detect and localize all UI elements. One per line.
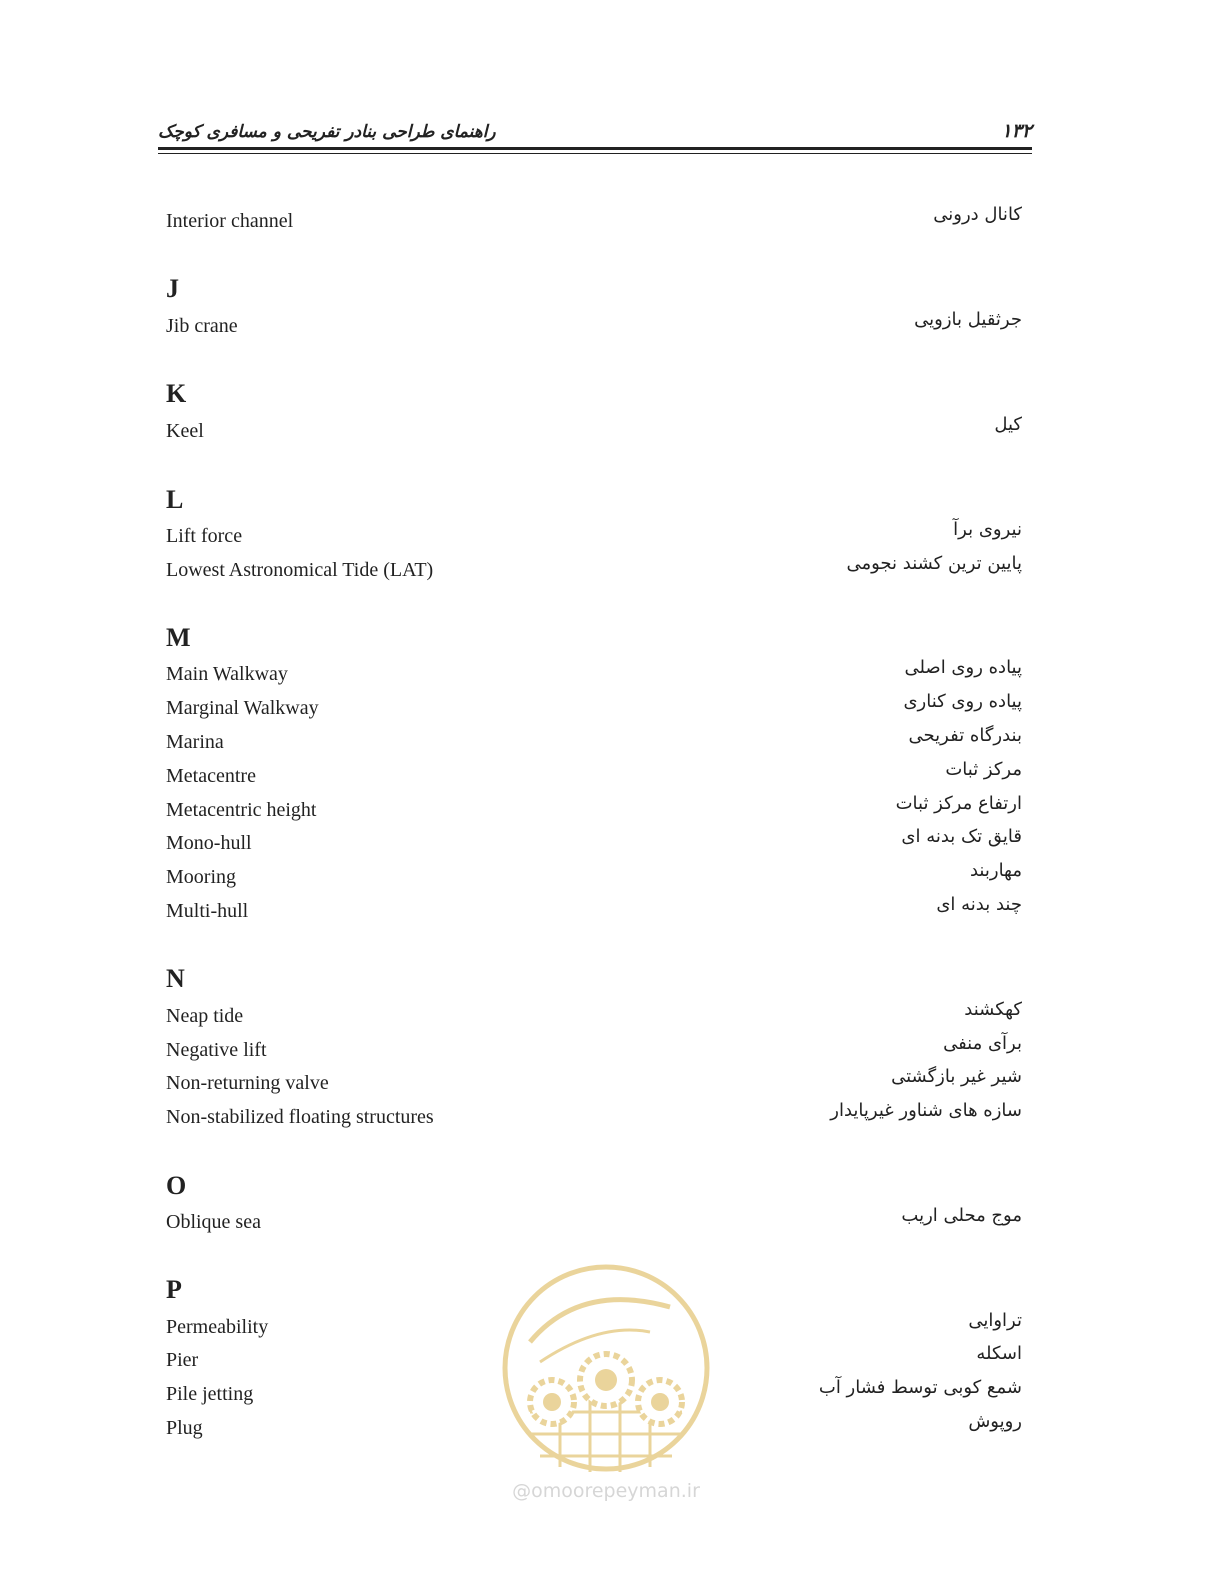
persian-term: شیر غیر بازگشتی xyxy=(891,1066,1022,1087)
persian-term: چند بدنه ای xyxy=(936,894,1022,915)
english-term: Pile jetting xyxy=(166,1383,254,1405)
english-term: Interior channel xyxy=(166,210,294,232)
glossary-entry xyxy=(166,725,1022,761)
persian-term: پیاده روی کناری xyxy=(903,691,1022,712)
glossary-entry xyxy=(166,999,1022,1035)
glossary-entry xyxy=(166,860,1022,896)
persian-term: کهکشند xyxy=(964,999,1022,1020)
english-term: Keel xyxy=(166,420,204,442)
watermark-logo-icon xyxy=(500,1262,712,1474)
glossary-entry xyxy=(166,691,1022,727)
persian-term: جرثقیل بازویی xyxy=(914,309,1022,330)
persian-term: کیل xyxy=(994,414,1022,435)
persian-term: برآی منفی xyxy=(943,1033,1022,1054)
english-term: Lowest Astronomical Tide (LAT) xyxy=(166,559,434,581)
english-term: Marginal Walkway xyxy=(166,697,319,719)
glossary-entry xyxy=(166,1066,1022,1102)
persian-term: مهاربند xyxy=(969,860,1022,881)
persian-term: موج محلی اریب xyxy=(901,1205,1022,1226)
watermark-site: @omoorepeyman.ir xyxy=(512,1480,700,1502)
glossary-entry xyxy=(166,1033,1022,1069)
section-letter: L xyxy=(166,485,184,514)
glossary-entry xyxy=(166,826,1022,862)
persian-term: پیاده روی اصلی xyxy=(904,657,1022,678)
persian-term: پایین ترین کشند نجومی xyxy=(846,553,1022,574)
english-term: Pier xyxy=(166,1349,199,1371)
persian-term: ارتفاع مرکز ثبات xyxy=(895,793,1022,814)
english-term: Permeability xyxy=(166,1316,269,1338)
english-term: Main Walkway xyxy=(166,663,288,685)
english-term: Oblique sea xyxy=(166,1211,261,1233)
glossary-entry xyxy=(166,894,1022,930)
glossary-entry xyxy=(166,793,1022,829)
english-term: Neap tide xyxy=(166,1005,244,1027)
glossary-entry xyxy=(166,309,1022,345)
english-term: Jib crane xyxy=(166,315,238,337)
glossary-entry xyxy=(166,759,1022,795)
glossary-entry xyxy=(166,519,1022,555)
english-term: Mono-hull xyxy=(166,832,252,854)
english-term: Non-stabilized floating structures xyxy=(166,1106,434,1128)
glossary-entry xyxy=(166,1100,1022,1136)
persian-term: اسکله xyxy=(976,1343,1022,1364)
section-letter: K xyxy=(166,379,187,408)
glossary-entry xyxy=(166,1205,1022,1241)
english-term: Metacentric height xyxy=(166,799,317,821)
persian-term: سازه های شناور غیرپایدار xyxy=(830,1100,1022,1121)
english-term: Marina xyxy=(166,731,224,753)
persian-term: قایق تک بدنه ای xyxy=(901,826,1022,847)
english-term: Mooring xyxy=(166,866,236,888)
english-term: Negative lift xyxy=(166,1039,267,1061)
persian-term: کانال درونی xyxy=(933,204,1022,225)
section-letter: M xyxy=(166,623,191,652)
section-letter: J xyxy=(166,274,179,303)
persian-term: شمع کوبی توسط فشار آب xyxy=(818,1377,1022,1398)
persian-term: مرکز ثبات xyxy=(945,759,1022,780)
section-letter: O xyxy=(166,1171,187,1200)
glossary-entry xyxy=(166,657,1022,693)
glossary-entry xyxy=(166,553,1022,589)
section-letter: N xyxy=(166,964,185,993)
persian-term: نیروی برآ xyxy=(953,519,1022,540)
book-title: راهنمای طراحی بنادر تفریحی و مسافری کوچک xyxy=(158,122,496,142)
persian-term: تراوایی xyxy=(968,1310,1022,1331)
page-number: ۱۳۲ xyxy=(1001,120,1032,142)
english-term: Multi-hull xyxy=(166,900,249,922)
english-term: Lift force xyxy=(166,525,243,547)
english-term: Plug xyxy=(166,1417,203,1439)
glossary-entry xyxy=(166,414,1022,450)
english-term: Metacentre xyxy=(166,765,256,787)
glossary-entry xyxy=(166,204,1022,240)
persian-term: روپوش xyxy=(968,1411,1022,1432)
english-term: Non-returning valve xyxy=(166,1072,329,1094)
watermark xyxy=(500,1262,712,1512)
section-letter: P xyxy=(166,1275,182,1304)
persian-term: بندرگاه تفریحی xyxy=(908,725,1022,746)
